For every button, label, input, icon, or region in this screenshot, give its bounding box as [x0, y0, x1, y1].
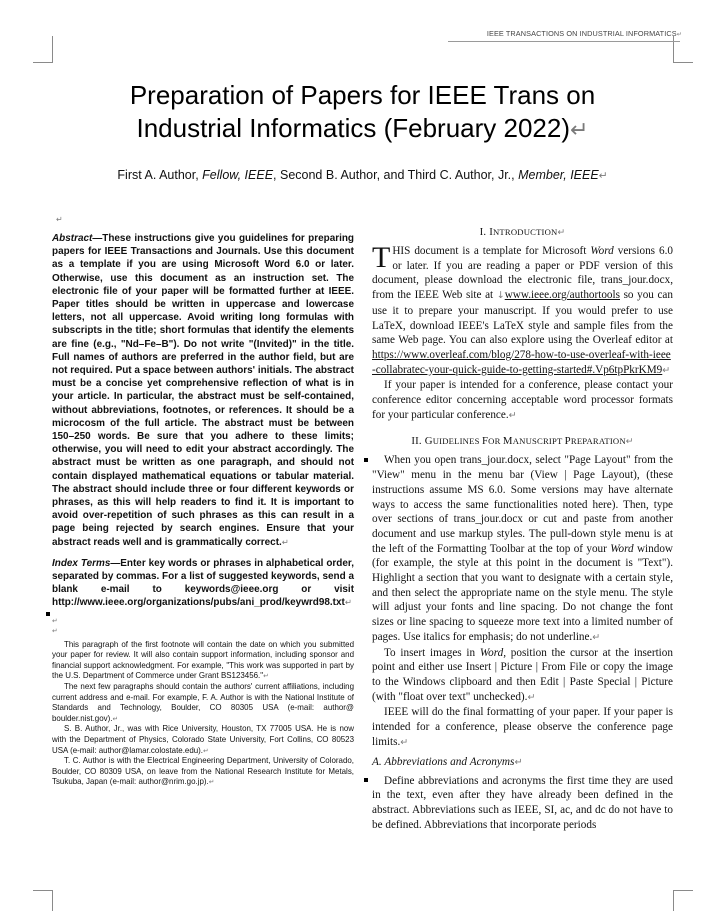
- paragraph-mark-icon: ↵: [56, 215, 63, 224]
- overleaf-link[interactable]: https://www.overleaf.com/blog/278-how-to-use-overleaf-with-ieee-collabratec-your-quick-guide-to-getting-started#.Vp6tpPkrKM9: [372, 348, 671, 376]
- index-terms[interactable]: [52, 557, 354, 610]
- section-title-part: F: [481, 435, 489, 448]
- running-header-text: IEEE TRANSACTIONS ON INDUSTRIAL INFORMATICS: [486, 29, 677, 38]
- abstract[interactable]: [52, 232, 354, 549]
- index-terms-label: Index Terms: [52, 557, 111, 569]
- section-heading-guidelines[interactable]: [372, 435, 673, 447]
- paragraph-mark-icon: ↵: [662, 364, 671, 376]
- paragraph-mark-icon: ↵: [203, 746, 209, 755]
- paragraph-mark-icon: ↵: [625, 436, 634, 448]
- authortools-link[interactable]: www.ieee.org/authortools: [504, 289, 620, 302]
- drop-cap: T: [372, 241, 391, 274]
- paragraph-mark-icon: ↵: [112, 714, 119, 723]
- section-title-part: P: [564, 435, 571, 448]
- header-rule: [448, 41, 680, 42]
- paragraph-mark-icon: ↵: [52, 626, 58, 635]
- intro-paragraph-1[interactable]: [372, 241, 673, 378]
- paragraph-mark-icon: ↵: [208, 778, 215, 787]
- line-break-icon: ↓: [496, 290, 505, 302]
- subsection-heading-abbreviations[interactable]: [372, 756, 673, 768]
- crop-mark-bottom-left: [33, 890, 53, 911]
- guidelines-text-b: window (for example, the style at this point in the document is "Text"). Highlight a section that you want to designate with a certain style, and then select the appropriate name on the style menu. The style will adjust your fonts and line spacing. Do not change the font sizes or line spacing to squeeze more text into a limited number of pages. Use italics for emphasis; do not underline.: [372, 542, 673, 643]
- running-header[interactable]: [262, 29, 682, 38]
- paragraph-mark-icon: ↵: [508, 409, 517, 421]
- guidelines-word-2: Word,: [479, 646, 507, 659]
- paragraph-mark-icon: ↵: [281, 536, 289, 547]
- index-terms-text: —Enter key words or phrases in alphabetical order, separated by commas. For a list of suggested keywords, send a blank e-mail to keywords@ieee.org or visit http://www.ieee.org/organizations/pubs/ani_prod/keywrd98.txt: [52, 557, 354, 609]
- footnote-paragraph[interactable]: [52, 756, 354, 788]
- section-title-part: REPARATION: [570, 436, 626, 447]
- guidelines-text-3: IEEE will do the final formatting of your paper. If your paper is intended for a conference, please observe the conference page limits.: [372, 706, 673, 748]
- empty-paragraph[interactable]: [52, 626, 354, 636]
- footnote-paragraph[interactable]: [52, 640, 354, 682]
- subsection-title: A. Abbreviations and Acronyms: [372, 755, 515, 768]
- author-others: , Second B. Author, and Third C. Author, Jr.,: [273, 168, 519, 182]
- abstract-text: —These instructions give you guidelines for preparing papers for IEEE Transactions and Journals. Use this document as a template if you are using Microsoft Word 6.0 or later. Otherwise, use this document as an instruction set. The electronic file of your paper will be formatted further at IEEE. Paper titles should be written in uppercase and lowercase letters, not all uppercase. Avoid writing long formulas with subscripts in the title; short formulas that identify the elements are fine (e.g., "Nd–Fe–B"). Do not write "(Invited)" in the title. Full names of authors are preferred in the author field, but are not required. Put a space between authors' initials. The abstract must be a concise yet comprehensive reflection of what is in your article. In particular, the abstract must be self-contained, without abbreviations, footnotes, or references. It should be a microcosm of the full article. The abstract must be between 150–250 words. Be sure that you adhere to these limits; otherwise, you will need to edit your abstract accordingly. The abstract must be written as one paragraph, and should not contain displayed mathematical equations or tabular material. The abstract should include three or four different keywords or phrases, as this will help readers to find it. It is important to avoid over-repetition of such phrases as this can result in a page being rejected by search engines. Ensure that your abstract reads well and is grammatically correct.: [52, 233, 354, 548]
- guidelines-paragraph-3[interactable]: [372, 705, 673, 750]
- author-third-grade: Member, IEEE: [518, 168, 599, 182]
- abbreviations-text: Define abbreviations and acronyms the first time they are used in the text, even after they have already been defined in the abstract. Abbreviations such as IEEE, SI, ac, and dc do not have to be defined. Abbreviations that incorporate periods: [372, 774, 673, 831]
- intro-text-c: so you can use it to prepare your manuscript. If you would prefer to use LaTeX, download IEEE's LaTeX style and sample files from the same Web page. You can also explore using the Overleaf editor at: [372, 289, 673, 347]
- paragraph-anchor-icon: [46, 612, 50, 616]
- footnote-text: The next few paragraphs should contain the authors' current affiliations, including current address and e-mail. For example, F. A. Author is with the National Institute of Standards and Technology, Boulder, CO 80305 USA (e-mail: author@ boulder.nist.gov).: [52, 682, 354, 723]
- section-heading-introduction[interactable]: [372, 226, 673, 238]
- footnote-paragraph[interactable]: [52, 724, 354, 756]
- intro-text-2: If your paper is intended for a conference, please contact your conference editor concerning acceptable word processor formats for your particular conference.: [372, 379, 673, 421]
- paragraph-mark-icon: ↵: [514, 756, 523, 768]
- abstract-label: Abstract: [52, 233, 93, 244]
- paragraph-mark-icon: ↵: [263, 672, 269, 681]
- title-line-2-text: Industrial Informatics (February 2022): [136, 113, 570, 143]
- section-number: II.: [411, 435, 425, 448]
- paragraph-mark-icon: ↵: [52, 616, 58, 625]
- paragraph-mark-icon: ↵: [598, 169, 608, 182]
- empty-paragraph[interactable]: [52, 616, 354, 626]
- section-title-initial: I: [489, 226, 493, 238]
- guidelines-paragraph-1[interactable]: [372, 453, 673, 645]
- paragraph-mark-icon: ↵: [400, 736, 409, 748]
- section-title-rest: NTRODUCTION: [493, 227, 558, 237]
- guidelines-text-2b: position the cursor at the insertion point and either use Insert | Picture | From File or copy the image to the Windows clipboard and then Edit | Paste Special | Picture (with "float over text" unchecked).: [372, 646, 673, 703]
- right-column: [372, 226, 673, 832]
- section-title-part: M: [502, 435, 513, 448]
- paragraph-mark-icon: ↵: [676, 31, 682, 38]
- paragraph-anchor-icon: [364, 778, 368, 782]
- section-title-part: ANUSCRIPT: [512, 436, 565, 447]
- left-column: [52, 215, 354, 788]
- title-line-1: Preparation of Papers for IEEE Trans on: [129, 80, 596, 110]
- author-first-grade: Fellow, IEEE: [202, 168, 274, 182]
- section-title-part: OR: [488, 436, 503, 447]
- footnote-text: S. B. Author, Jr., was with Rice University, Houston, TX 77005 USA. He is now with the Department of Physics, Colorado State University, Fort Collins, CO 80523 USA (e-mail: author@lamar.colostate.edu).: [52, 724, 354, 755]
- intro-word: Word: [590, 245, 614, 257]
- guidelines-text-a: When you open trans_jour.docx, select "Page Layout" from the "View" menu in the menu bar (View | Page Layout), (these instructions assume MS 6.0. Some versions may have alternate ways to access the same functionalities noted here). Then, type over sections of trans_jour.docx or cut and paste from another document and use markup styles. The pull-down style menu is at the left of the Formatting Toolbar at the top of your: [372, 454, 673, 555]
- section-number: I.: [479, 226, 490, 238]
- footnote-text: This paragraph of the first footnote will contain the date on which you submitted your paper for review. It will also contain support information, including sponsor and financial support acknowledgment. For example, "This work was supported in part by the U.S. Department of Commerce under Grant BS123456.": [52, 639, 354, 681]
- guidelines-text-2a: To insert images in: [384, 646, 480, 659]
- intro-text-b: versions 6.0 or later. If you are reading a paper or PDF version of this document, please download the electronic file, trans_jour.docx, from the IEEE Web site at: [372, 245, 673, 302]
- section-title-part: G: [424, 435, 433, 448]
- intro-text-a: HIS document is a template for Microsoft: [392, 245, 591, 257]
- paper-title[interactable]: [60, 79, 665, 147]
- footnote-paragraph[interactable]: [52, 682, 354, 724]
- crop-mark-bottom-right: [673, 890, 693, 911]
- paragraph-mark-icon: ↵: [570, 117, 589, 143]
- footnote-text: T. C. Author is with the Electrical Engineering Department, University of Colorado, Boulder, CO 80309 USA, on leave from the National Research Institute for Metals, Tsukuba, Japan (e-mail: author@nrim.go.jp).: [52, 756, 354, 787]
- author-first: First A. Author,: [117, 168, 203, 182]
- paragraph-mark-icon: ↵: [344, 597, 352, 608]
- paragraph-anchor-icon: [364, 458, 368, 462]
- paragraph-mark-icon: ↵: [527, 691, 536, 703]
- crop-mark-top-left: [33, 36, 53, 63]
- paragraph-mark-icon: ↵: [592, 631, 601, 643]
- abbreviations-paragraph[interactable]: [372, 774, 673, 833]
- section-title-part: UIDELINES: [432, 436, 482, 447]
- guidelines-paragraph-2[interactable]: [372, 646, 673, 706]
- intro-paragraph-2[interactable]: [372, 378, 673, 423]
- paragraph-mark-icon: ↵: [557, 227, 566, 238]
- author-line[interactable]: [60, 168, 665, 182]
- guidelines-word: Word: [610, 542, 634, 555]
- title-line-2: [60, 112, 665, 147]
